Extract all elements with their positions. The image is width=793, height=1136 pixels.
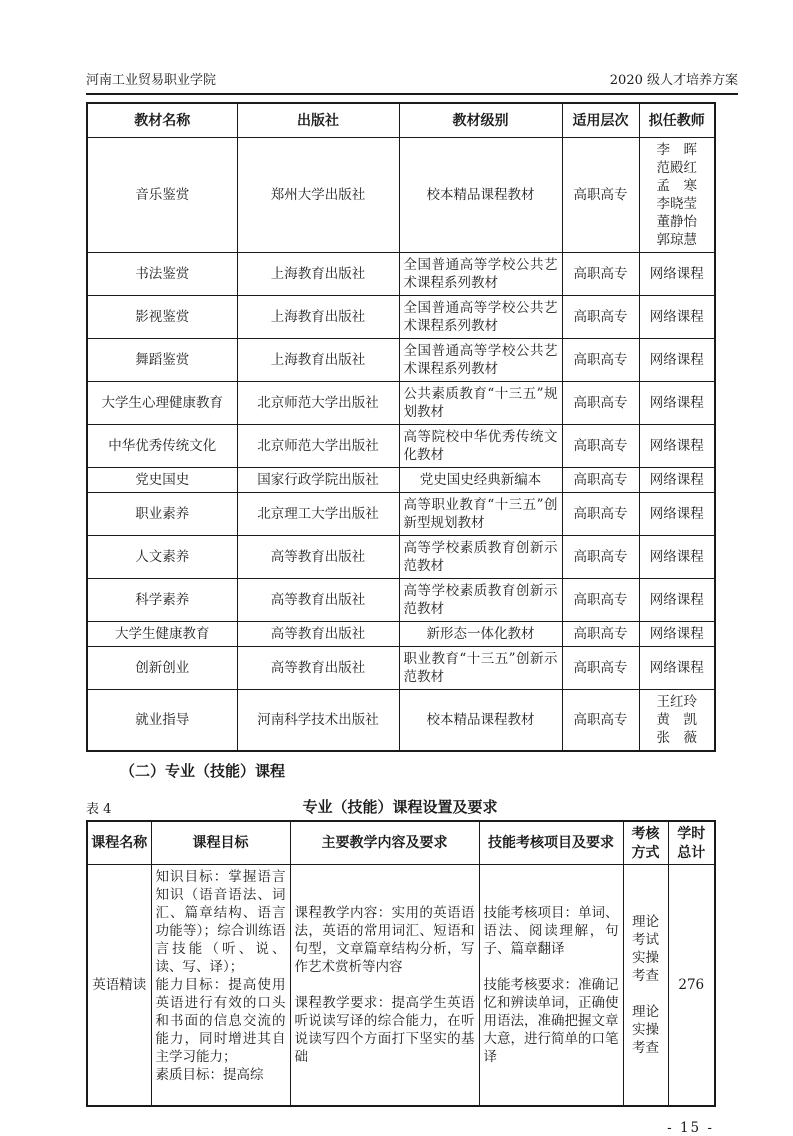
table-cell: 全国普通高等学校公共艺术课程系列教材: [399, 338, 562, 381]
exam-method-cell: 理论考试实操考查 理论实操考查: [623, 864, 668, 1106]
table-cell: 全国普通高等学校公共艺术课程系列教材: [399, 295, 562, 338]
column-header: 教材名称: [87, 103, 237, 137]
table-cell: 王红玲 黄 凯 张 薇: [639, 689, 715, 751]
table-cell: 大学生健康教育: [87, 621, 237, 646]
table-cell: 北京师范大学出版社: [237, 424, 399, 467]
table-cell: 网络课程: [639, 424, 715, 467]
table-cell: 人文素养: [87, 535, 237, 578]
table-cell: 高职高专: [562, 381, 639, 424]
table-cell: 高等学校素质教育创新示范教材: [399, 535, 562, 578]
column-header: 拟任教师: [639, 103, 715, 137]
table-cell: 高职高专: [562, 424, 639, 467]
table-cell: 郑州大学出版社: [237, 137, 399, 252]
table-cell: 高等教育出版社: [237, 621, 399, 646]
table-cell: 高职高专: [562, 295, 639, 338]
table-cell: 党史国史经典新编本: [399, 467, 562, 492]
table-row: [87, 424, 715, 467]
column-header: 出版社: [237, 103, 399, 137]
table-cell: 公共素质教育“十三五”规划教材: [399, 381, 562, 424]
table-cell: 创新创业: [87, 646, 237, 689]
table-cell: 高职高专: [562, 689, 639, 751]
document-title: 2020 级人才培养方案: [609, 73, 738, 88]
table-cell: 网络课程: [639, 252, 715, 295]
table-cell: 高等教育出版社: [237, 535, 399, 578]
assessment-cell: 技能考核项目：单词、语法、阅读理解，句子、篇章翻译 技能考核要求：准确记忆和辨读单词，正确使用语法，准确把握文章大意，进行简单的口笔译: [479, 864, 623, 1106]
table-cell: 就业指导: [87, 689, 237, 751]
table-cell: 网络课程: [639, 578, 715, 621]
table-cell: 上海教育出版社: [237, 295, 399, 338]
table-row: [87, 621, 715, 646]
table-cell: 高等院校中华优秀传统文化教材: [399, 424, 562, 467]
course-objectives-cell: 知识目标：掌握语言知识（语音语法、词汇、篇章结构、语言功能等）；综合训练语言技能（听、说、读、写、译）； 能力目标：提高使用英语进行有效的口头和书面的信息交流的能力，同时增进其自主学习能力； 素质目标：提高综: [151, 864, 290, 1106]
table-row: [87, 578, 715, 621]
table-cell: 北京师范大学出版社: [237, 381, 399, 424]
column-header: 教材级别: [399, 103, 562, 137]
table4-caption: [86, 796, 714, 817]
table-cell: 职业素养: [87, 492, 237, 535]
table-row: [87, 864, 715, 1106]
column-header: 课程名称: [87, 821, 151, 865]
table-cell: 影视鉴赏: [87, 295, 237, 338]
table-row: [87, 492, 715, 535]
table-cell: 新形态一体化教材: [399, 621, 562, 646]
course-table: [86, 820, 716, 1108]
table-cell: 李 晖 范殿红 孟 寒 李晓莹 董静怡 郭琼慧: [639, 137, 715, 252]
table-cell: 中华优秀传统文化: [87, 424, 237, 467]
table-cell: 网络课程: [639, 535, 715, 578]
table-cell: 网络课程: [639, 295, 715, 338]
textbook-table-body: [87, 137, 715, 751]
page-number: - 15 -: [667, 1120, 714, 1136]
table-cell: 高职高专: [562, 137, 639, 252]
table-cell: 高职高专: [562, 535, 639, 578]
table-cell: 大学生心理健康教育: [87, 381, 237, 424]
table-row: [87, 295, 715, 338]
table-cell: 高等学校素质教育创新示范教材: [399, 578, 562, 621]
table-cell: 上海教育出版社: [237, 338, 399, 381]
header-row: [87, 821, 715, 865]
total-hours-cell: 276: [668, 864, 715, 1106]
table-cell: 高职高专: [562, 621, 639, 646]
table-cell: 国家行政学院出版社: [237, 467, 399, 492]
table-cell: 北京理工大学出版社: [237, 492, 399, 535]
table-cell: 科学素养: [87, 578, 237, 621]
section-heading: （二）专业（技能）课程: [120, 762, 286, 780]
table-cell: 上海教育出版社: [237, 252, 399, 295]
table-row: [87, 252, 715, 295]
table-row: [87, 646, 715, 689]
table-cell: 校本精品课程教材: [399, 689, 562, 751]
table-cell: 全国普通高等学校公共艺术课程系列教材: [399, 252, 562, 295]
table-cell: 网络课程: [639, 492, 715, 535]
table-cell: 音乐鉴赏: [87, 137, 237, 252]
table-cell: 网络课程: [639, 338, 715, 381]
course-name-cell: 英语精读: [87, 864, 151, 1106]
table-cell: 高等教育出版社: [237, 578, 399, 621]
table4-label: 表 4: [86, 801, 112, 817]
column-header: 主要教学内容及要求: [290, 821, 479, 865]
table-cell: 书法鉴赏: [87, 252, 237, 295]
column-header: 考核方式: [623, 821, 668, 865]
table-cell: 高等职业教育“十三五”创新型规划教材: [399, 492, 562, 535]
table-cell: 高职高专: [562, 646, 639, 689]
table-row: [87, 137, 715, 252]
table-cell: 校本精品课程教材: [399, 137, 562, 252]
table-cell: 高等教育出版社: [237, 646, 399, 689]
textbook-table: [86, 102, 716, 752]
column-header: 学时总计: [668, 821, 715, 865]
table-cell: 网络课程: [639, 381, 715, 424]
table-cell: 党史国史: [87, 467, 237, 492]
table-cell: 河南科学技术出版社: [237, 689, 399, 751]
page-footer: [86, 1120, 738, 1136]
table-cell: 高职高专: [562, 467, 639, 492]
course-table-body: [87, 864, 715, 1106]
table-cell: 高职高专: [562, 492, 639, 535]
table-cell: 高职高专: [562, 578, 639, 621]
table-row: [87, 467, 715, 492]
table-row: [87, 338, 715, 381]
table4-title: 专业（技能）课程设置及要求: [302, 798, 498, 816]
table-cell: 高职高专: [562, 252, 639, 295]
textbook-table-header: [87, 103, 715, 137]
header-row: [87, 103, 715, 137]
table-cell: 网络课程: [639, 621, 715, 646]
table-row: [87, 689, 715, 751]
teaching-content-cell: 课程教学内容：实用的英语语法，英语的常用词汇、短语和句型，文章篇章结构分析，写作艺术赏析等内容 课程教学要求：提高学生英语听说读写译的综合能力，在听说读写四个方面打下坚实的基础: [290, 864, 479, 1106]
table-cell: 职业教育“十三五”创新示范教材: [399, 646, 562, 689]
column-header: 课程目标: [151, 821, 290, 865]
page-header: [86, 73, 738, 95]
table-row: [87, 535, 715, 578]
column-header: 适用层次: [562, 103, 639, 137]
table-cell: 网络课程: [639, 467, 715, 492]
school-name: 河南工业贸易职业学院: [86, 73, 217, 88]
table-row: [87, 381, 715, 424]
course-table-header: [87, 821, 715, 865]
table-cell: 网络课程: [639, 646, 715, 689]
column-header: 技能考核项目及要求: [479, 821, 623, 865]
table-cell: 舞蹈鉴赏: [87, 338, 237, 381]
table-cell: 高职高专: [562, 338, 639, 381]
